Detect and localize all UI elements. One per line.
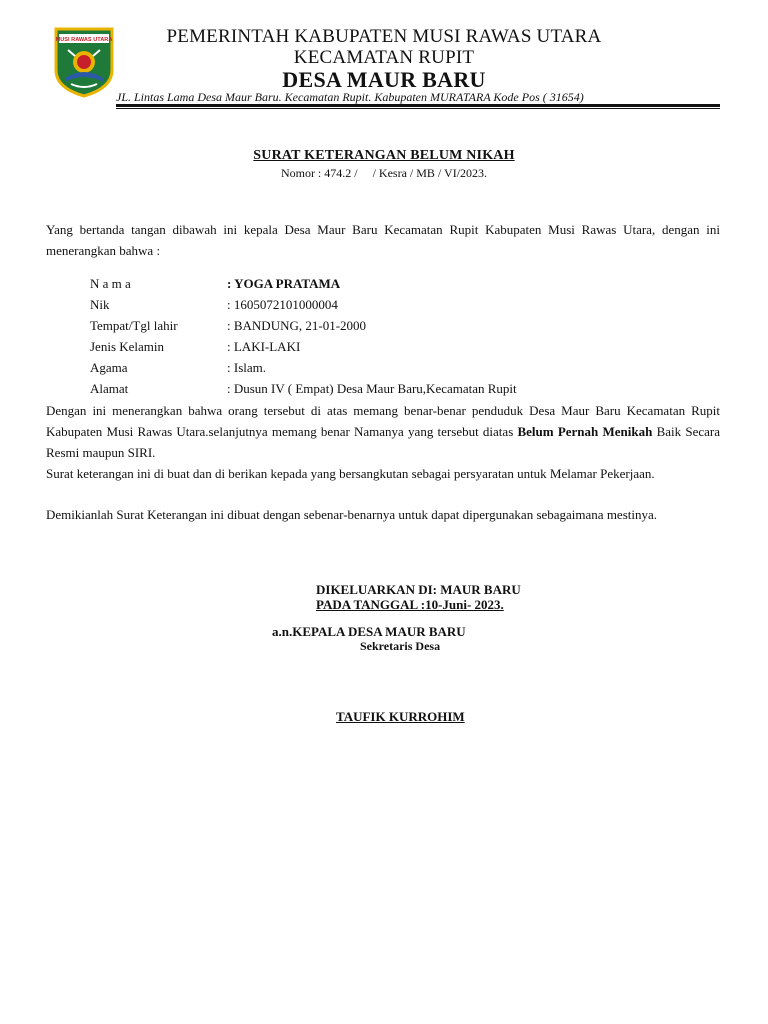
on-behalf-of: a.n.KEPALA DESA MAUR BARU: [272, 624, 466, 639]
header-district: KECAMATAN RUPIT: [293, 47, 475, 68]
closing-paragraph: Demikianlah Surat Keterangan ini dibuat dengan sebenar-benarnya untuk dapat dipergunakan sebagaimana mestinya.: [46, 507, 658, 522]
signer-name: TAUFIK KURROHIM: [336, 709, 465, 724]
field-row-name: [90, 274, 340, 294]
header-divider-thin: [116, 108, 720, 109]
field-row-nik: [90, 295, 338, 315]
field-value: : BANDUNG, 21-01-2000: [227, 318, 367, 333]
field-value: : LAKI-LAKI: [227, 339, 301, 354]
issued-at: DIKELUARKAN DI: MAUR BARU: [316, 582, 521, 597]
header-village: DESA MAUR BARU: [282, 67, 486, 92]
statement-emphasis: Belum Pernah Menikah: [517, 424, 653, 439]
header-divider-thick: [116, 104, 720, 107]
emblem-text: MUSI RAWAS UTARA: [55, 37, 113, 43]
field-row-gender: [90, 337, 300, 357]
field-label: Tempat/Tgl lahir: [90, 318, 178, 333]
field-label: N a m a: [90, 276, 131, 291]
field-label: Jenis Kelamin: [90, 339, 165, 354]
intro-paragraph: Yang bertanda tangan dibawah ini kepala Desa Maur Baru Kecamatan Rupit Kabupaten Musi Rawas Utara, dengan ini menerangkan bahwa :: [46, 222, 720, 258]
statement-text-a: Dengan ini menerangkan bahwa orang tersebut di atas memang benar-benar penduduk Desa Maur Baru Kecamatan Rupit Kabupaten Musi Rawas Utara.selanjutnya memang benar Namanya yang tersebut diatas: [46, 403, 720, 439]
statement-text-b: Baik Secara Resmi maupun SIRI.: [46, 424, 720, 460]
signer-position: Sekretaris Desa: [360, 639, 441, 653]
field-label: Agama: [90, 360, 128, 375]
field-value: : Islam.: [227, 360, 266, 375]
field-label: Nik: [90, 297, 110, 312]
field-value: : YOGA PRATAMA: [227, 276, 341, 291]
letter-title: SURAT KETERANGAN BELUM NIKAH: [253, 148, 515, 163]
statement-paragraph: [46, 400, 720, 463]
field-value: : Dusun IV ( Empat) Desa Maur Baru,Kecamatan Rupit: [227, 381, 517, 396]
issue-date: PADA TANGGAL :10-Juni- 2023.: [316, 597, 504, 612]
field-row-religion: [90, 358, 266, 378]
letter-number: Nomor : 474.2 / / Kesra / MB / VI/2023.: [280, 166, 488, 180]
header-address: JL. Lintas Lama Desa Maur Baru. Kecamatan Rupit. Kabupaten MURATARA Kode Pos ( 31654): [116, 90, 584, 104]
field-row-address: [90, 379, 517, 399]
field-label: Alamat: [90, 381, 129, 396]
purpose-paragraph: Surat keterangan ini di buat dan di berikan kepada yang bersangkutan sebagai persyaratan untuk Melamar Pekerjaan.: [46, 466, 655, 481]
field-value: : 1605072101000004: [227, 297, 338, 312]
field-row-birth: [90, 316, 366, 336]
header-government: PEMERINTAH KABUPATEN MUSI RAWAS UTARA: [166, 26, 602, 47]
